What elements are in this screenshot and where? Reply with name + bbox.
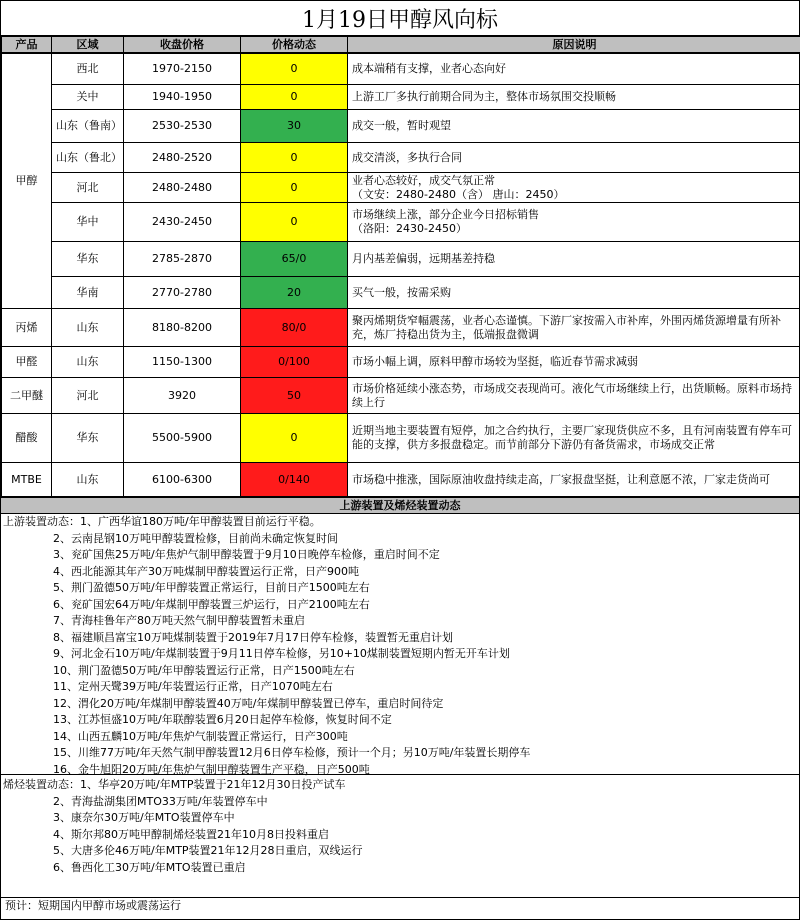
price-cell: 2480-2520 — [124, 143, 241, 173]
reason-line: 聚丙烯期货窄幅震荡，业者心态谨慎。下游厂家按需入市补库，外围丙烯货源增量有所补充，炼厂持稳出货为主，低端报盘微调 — [352, 313, 781, 341]
price-table — [1, 36, 800, 53]
change-cell: 0 — [241, 173, 348, 203]
reason-cell — [348, 277, 800, 309]
region-cell: 山东 — [52, 309, 124, 347]
reason-cell — [348, 173, 800, 203]
list-item: 烯烃装置动态：1、华亭20万吨/年MTP装置于21年12月30日投产试车 — [3, 778, 346, 791]
reason-cell — [348, 143, 800, 173]
list-item: 5、荆门盈德50万吨/年甲醇装置正常运行，目前日产1500吨左右 — [53, 581, 370, 594]
change-cell: 0 — [241, 85, 348, 110]
price-cell: 1150-1300 — [124, 347, 241, 378]
reason-line: 月内基差偏弱，远期基差持稳 — [352, 252, 495, 265]
price-cell: 2785-2870 — [124, 242, 241, 277]
change-cell: 0 — [241, 414, 348, 463]
product-cell: 丙烯 — [2, 309, 52, 347]
list-item: 16、金牛旭阳20万吨/年焦炉气制甲醇装置生产平稳，日产500吨 — [53, 762, 370, 776]
price-cell: 6100-6300 — [124, 463, 241, 497]
reason-line: 市场价格延续小涨态势，市场成交表现尚可。液化气市场继续上行，出货顺畅。原料市场持续上行 — [352, 381, 792, 409]
table-row — [2, 277, 800, 309]
table-row — [2, 242, 800, 277]
reason-cell — [348, 463, 800, 497]
section-title: 上游装置及烯烃装置动态 — [1, 497, 799, 514]
region-cell: 关中 — [52, 85, 124, 110]
price-cell: 1970-2150 — [124, 54, 241, 85]
list-item: 2、云南昆钢10万吨甲醇装置检修，目前尚未确定恢复时间 — [53, 531, 338, 545]
table-row — [2, 347, 800, 378]
reason-cell — [348, 414, 800, 463]
change-cell: 30 — [241, 110, 348, 143]
list-item: 6、兖矿国宏64万吨/年煤制甲醇装置三炉运行，日产2100吨左右 — [53, 597, 370, 611]
reason-line: （洛阳：2430-2450） — [352, 222, 467, 235]
reason-cell — [348, 54, 800, 85]
reason-cell — [348, 242, 800, 277]
list-item: 上游装置动态：1、广西华谊180万吨/年甲醇装置目前运行平稳。 — [3, 515, 321, 528]
reason-cell — [348, 203, 800, 242]
reason-line: 市场继续上涨，部分企业今日招标销售 — [352, 208, 539, 221]
region-cell: 山东（鲁北） — [52, 143, 124, 173]
price-cell: 1940-1950 — [124, 85, 241, 110]
reason-cell — [348, 378, 800, 414]
price-rows — [1, 53, 800, 497]
reason-cell — [348, 347, 800, 378]
price-cell: 2480-2480 — [124, 173, 241, 203]
list-item: 14、山西五麟10万吨/年焦炉气制装置正常运行，日产300吨 — [53, 729, 348, 743]
table-row — [2, 110, 800, 143]
page-title: 1月19日甲醇风向标 — [1, 1, 799, 36]
change-cell: 0 — [241, 54, 348, 85]
list-item: 3、兖矿国焦25万吨/年焦炉气制甲醇装置于9月10日晚停车检修，重启时间不定 — [53, 548, 440, 561]
list-item: 15、川维77万吨/年天然气制甲醇装置12月6日停车检修，预计一个月；另10万吨/年装置长期停车 — [53, 746, 531, 759]
list-item: 6、鲁西化工30万吨/年MTO装置已重启 — [53, 860, 246, 874]
reason-cell — [348, 110, 800, 143]
product-cell: 醋酸 — [2, 414, 52, 463]
table-row — [2, 173, 800, 203]
list-item: 5、大唐多伦46万吨/年MTP装置21年12月28日重启，双线运行 — [53, 844, 363, 857]
list-item: 10、荆门盈德50万吨/年甲醇装置运行正常，日产1500吨左右 — [53, 663, 355, 677]
region-cell: 山东 — [52, 463, 124, 497]
reason-line: 买气一般，按需采购 — [352, 285, 451, 299]
region-cell: 山东 — [52, 347, 124, 378]
region-cell: 华中 — [52, 203, 124, 242]
header-price: 收盘价格 — [124, 37, 241, 53]
region-cell: 山东（鲁南） — [52, 110, 124, 143]
table-row — [2, 414, 800, 463]
list-item: 11、定州天鹭39万吨/年装置运行正常，日产1070吨左右 — [53, 680, 333, 693]
reason-line: 成交清淡，多执行合同 — [352, 150, 462, 164]
price-cell: 2430-2450 — [124, 203, 241, 242]
change-cell: 0 — [241, 143, 348, 173]
region-cell: 华南 — [52, 277, 124, 309]
table-row — [2, 143, 800, 173]
table-header — [2, 37, 800, 53]
table-row — [2, 378, 800, 414]
product-cell: 甲醛 — [2, 347, 52, 378]
product-cell: MTBE — [2, 463, 52, 497]
reason-line: 成交一般，暂时观望 — [352, 119, 451, 132]
list-item: 8、福建顺昌富宝10万吨煤制装置于2019年7月17日停车检修，装置暂无重启计划 — [53, 630, 453, 644]
reason-cell — [348, 85, 800, 110]
region-cell: 华东 — [52, 242, 124, 277]
change-cell: 20 — [241, 277, 348, 309]
reason-line: 近期当地主要装置有短停，加之合约执行，主要厂家现货供应不多，且有河南装置有停车可能的支撑，供方多报盘稳定。而节前部分下游仍有备货需求，市场成交正常 — [352, 424, 792, 451]
price-cell: 8180-8200 — [124, 309, 241, 347]
change-cell: 65/0 — [241, 242, 348, 277]
change-cell: 0 — [241, 203, 348, 242]
list-item: 12、渭化20万吨/年煤制甲醇装置40万吨/年煤制甲醇装置已停车，重启时间待定 — [53, 696, 444, 710]
change-cell: 80/0 — [241, 309, 348, 347]
reason-line: 成本端稍有支撑，业者心态向好 — [352, 62, 506, 75]
reason-line: 市场小幅上调，原料甲醇市场较为坚挺，临近春节需求减弱 — [352, 355, 638, 368]
forecast: 预计：短期国内甲醇市场或震荡运行 — [5, 899, 181, 912]
product-cell: 二甲醚 — [2, 378, 52, 414]
header-change: 价格动态 — [241, 37, 348, 53]
price-cell: 2770-2780 — [124, 277, 241, 309]
change-cell: 0/100 — [241, 347, 348, 378]
header-reason: 原因说明 — [348, 37, 800, 53]
upstream-status — [1, 514, 799, 775]
list-item: 9、河北金石10万吨/年煤制装置于9月11日停车检修，另10+10煤制装置短期内暂无开车计划 — [53, 647, 510, 660]
region-cell: 河北 — [52, 378, 124, 414]
olefin-status — [1, 775, 799, 898]
reason-line: 市场稳中推涨，国际原油收盘持续走高，厂家报盘坚挺，让利意愿不浓，厂家走货尚可 — [352, 472, 770, 486]
price-cell: 2530-2530 — [124, 110, 241, 143]
table-row — [2, 463, 800, 497]
price-cell: 3920 — [124, 378, 241, 414]
change-cell: 50 — [241, 378, 348, 414]
list-item: 2、青海盐湖集团MTO33万吨/年装置停车中 — [53, 794, 268, 808]
reason-line: 业者心态较好，成交气氛正常 — [352, 173, 495, 187]
product-cell: 甲醇 — [2, 54, 52, 309]
reason-cell — [348, 309, 800, 347]
list-item: 4、斯尔邦80万吨甲醇制烯烃装置21年10月8日投料重启 — [53, 827, 329, 841]
list-item: 3、康奈尔30万吨/年MTO装置停车中 — [53, 811, 235, 824]
table-row — [2, 203, 800, 242]
region-cell: 西北 — [52, 54, 124, 85]
reason-line: （文安：2480-2480（含） 唐山：2450） — [352, 187, 565, 201]
reason-line: 上游工厂多执行前期合同为主，整体市场氛围交投顺畅 — [352, 90, 616, 103]
table-row — [2, 309, 800, 347]
list-item: 13、江苏恒盛10万吨/年联醇装置6月20日起停车检修，恢复时间不定 — [53, 713, 392, 726]
price-cell: 5500-5900 — [124, 414, 241, 463]
table-row — [2, 54, 800, 85]
table-row — [2, 85, 800, 110]
region-cell: 华东 — [52, 414, 124, 463]
change-cell: 0/140 — [241, 463, 348, 497]
header-region: 区域 — [52, 37, 124, 53]
header-product: 产品 — [2, 37, 52, 53]
list-item: 7、青海桂鲁年产80万吨天然气制甲醇装置暂未重启 — [53, 614, 305, 627]
list-item: 4、西北能源其年产30万吨煤制甲醇装置运行正常，日产900吨 — [53, 564, 359, 578]
region-cell: 河北 — [52, 173, 124, 203]
